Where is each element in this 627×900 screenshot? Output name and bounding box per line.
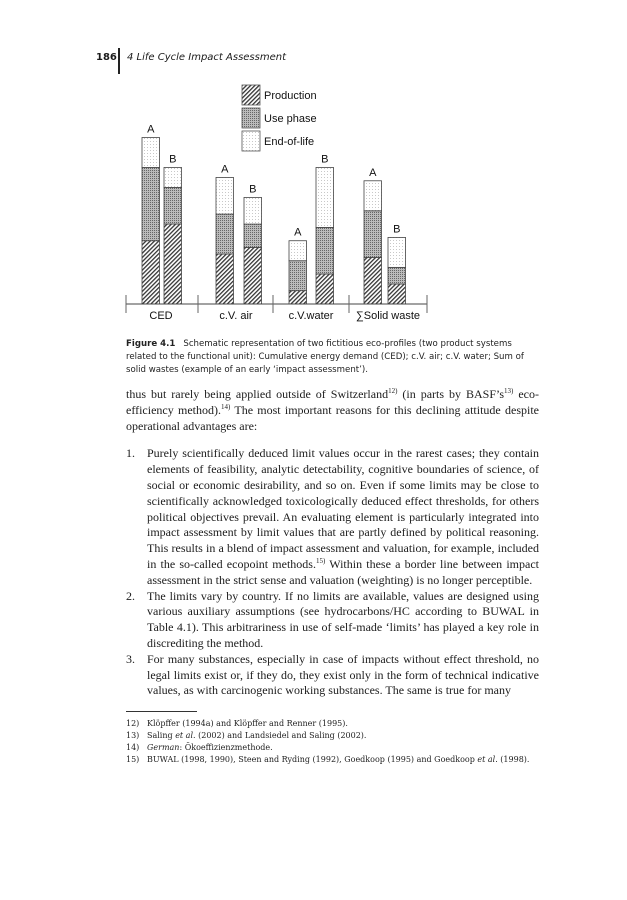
chart-legend (242, 85, 317, 151)
legend-label: Production (264, 90, 317, 102)
bar-A-use-phase (364, 211, 382, 258)
text: (1998). (497, 755, 530, 765)
footnote-divider (126, 711, 197, 712)
page-text-flow (126, 338, 539, 766)
paragraph (126, 387, 539, 434)
footnote-ref[interactable]: 12) (388, 387, 398, 395)
text: Saling (147, 731, 176, 741)
text: German (147, 743, 180, 753)
chart-bars (142, 124, 406, 305)
legend-swatch-end-of-life (242, 131, 260, 151)
list-number: 3. (126, 651, 135, 666)
bar-A-use-phase (289, 261, 307, 291)
text: The limits vary by country. If no limits are available, values are designed using various auxiliary assumptions (see hydrocarbons/HC according to BUWAL in Table 4.1). This arbitrariness in use of self-made ‘limits’ has played a key role in discrediting the method. (147, 588, 539, 650)
bar-A-end-of-life (216, 177, 234, 214)
bar-B-use-phase (164, 187, 182, 224)
footnotes (126, 718, 539, 766)
footnote-ref[interactable]: 13) (504, 387, 514, 395)
bar-B-use-phase (316, 227, 334, 274)
x-tick-label: CED (149, 310, 173, 322)
legend-label: Use phase (264, 113, 317, 125)
bar-B-production (244, 247, 262, 304)
text: eco-efficiency method). (126, 387, 539, 417)
bar-B-production (388, 284, 406, 304)
bar-label: A (147, 123, 155, 136)
bar-B-use-phase (388, 267, 406, 284)
legend-swatch-production (242, 85, 260, 105)
list-item (126, 446, 539, 588)
footnote (126, 730, 539, 742)
figure-chart (0, 0, 627, 335)
bar-A-production (289, 291, 307, 304)
text: Purely scientifically deduced limit values occur in the rarest cases; they contain elements of feasibility, analytic detectability, cognitive boundaries of science, of social or economic desirability, and so on. Even if some limits may be close to scientifically acknowledged toxicologically deduced effect thresholds, for others political objectives prevail. An evaluating element is particularly integrated into impact assessment by limit values that are partly defined by political reasoning. This results in a blend of impact assessment and valuation, for example, included in the so-called ecopoint methods. (147, 446, 539, 571)
footnote (126, 754, 539, 766)
figure-label: Figure 4.1 (126, 339, 176, 349)
legend-swatch-use-phase (242, 108, 260, 128)
bar-A-use-phase (142, 167, 160, 240)
bar-label: A (369, 166, 377, 179)
footnote-number: 15) (126, 755, 140, 765)
text: For many substances, especially in case of impacts without effect threshold, no legal limits exist or, if they do, they exist only in the form of technical indicative values, as with carcinogenic working substances. The same is true for many (147, 651, 539, 698)
bar-A-production (216, 254, 234, 304)
text: et al. (175, 731, 196, 741)
bar-label: B (169, 153, 177, 166)
x-tick-label: c.V. air (219, 310, 253, 322)
bar-A-production (142, 241, 160, 304)
bar-A-use-phase (216, 214, 234, 254)
footnote-number: 14) (126, 743, 140, 753)
bar-B-end-of-life (164, 167, 182, 187)
x-tick-label: c.V.water (288, 310, 334, 322)
figure-caption (126, 338, 532, 377)
bar-label: B (393, 223, 401, 236)
numbered-list (126, 446, 539, 699)
bar-B-end-of-life (244, 197, 262, 224)
text: BUWAL (1998, 1990), Steen and Ryding (1992), Goedkoop (1995) and Goedkoop (147, 755, 478, 765)
list-number: 1. (126, 446, 135, 461)
bar-A-end-of-life (364, 181, 382, 211)
footnote-ref[interactable]: 15) (315, 556, 326, 565)
bar-B-end-of-life (316, 167, 334, 227)
footnote (126, 742, 539, 754)
bar-label: A (294, 226, 302, 239)
legend-label: End-of-life (264, 136, 315, 148)
footnote (126, 718, 539, 730)
page-number: 186 (96, 52, 117, 63)
x-tick-label: ∑Solid waste (355, 310, 421, 322)
bar-label: B (321, 153, 329, 166)
bar-B-end-of-life (388, 237, 406, 267)
text: et al. (477, 755, 498, 765)
text: (in parts by BASF’s (397, 387, 505, 401)
bar-label: A (221, 163, 229, 176)
text: thus but rarely being applied outside of Switzerland (126, 387, 389, 401)
footnote-number: 13) (126, 731, 140, 741)
footnote-number: 12) (126, 719, 140, 729)
bar-B-use-phase (244, 224, 262, 247)
footnote-ref[interactable]: 14) (221, 402, 231, 411)
text: (2002) and Landsiedel and Saling (2002). (195, 731, 367, 741)
figure-caption-text: Schematic representation of two fictitious eco-profiles (two product systems related to the functional unit): Cumulative energy demand (CED); c.V. air; c.V. water; Sum of solid wastes (example of an early ‘impact assessment’). (126, 339, 524, 375)
bar-label: B (249, 183, 257, 196)
text: Within these a border line between impact assessment in the strict sense and valuation (weighting) is no longer perceptible. (147, 556, 539, 587)
bar-A-production (364, 257, 382, 304)
bar-B-production (164, 224, 182, 304)
text: The most important reasons for this declining attitude despite operational advantages are: (126, 402, 539, 433)
bar-B-production (316, 274, 334, 304)
running-title: 4 Life Cycle Impact Assessment (127, 52, 286, 63)
bar-A-end-of-life (142, 138, 160, 168)
text: Klöpffer (1994a) and Klöpffer and Renner (1995). (147, 719, 348, 729)
list-number: 2. (126, 588, 135, 603)
bar-A-end-of-life (289, 241, 307, 261)
list-item (126, 589, 539, 652)
list-item (126, 652, 539, 699)
text: : Ökoeffizienzmethode. (179, 743, 273, 753)
